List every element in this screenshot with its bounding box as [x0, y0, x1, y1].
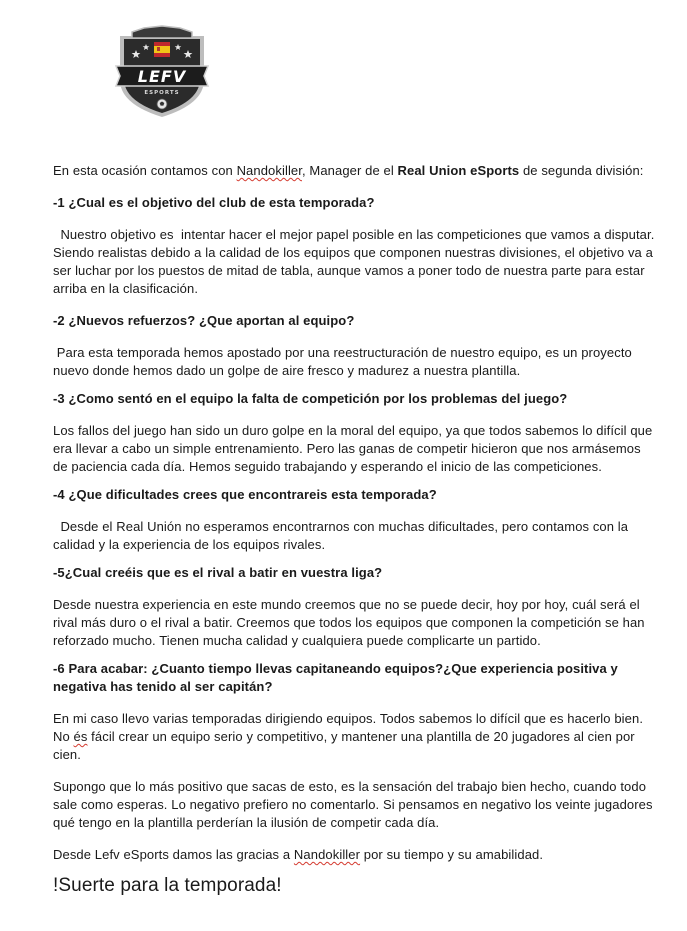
interview-article: [53, 162, 659, 898]
shield-crest-icon: [112, 24, 212, 119]
answer-2: Para esta temporada hemos apostado por una reestructuración de nuestro equipo, es un proyecto nuevo donde hemos dado un golpe de aire fresco y madurez a nuestra plantilla.: [53, 345, 636, 378]
answer-6-text-start: En mi caso llevo varias temporadas dirigiendo equipos. Todos sabemos lo difícil que es hacerlo bien. No: [53, 711, 644, 744]
question-3: -3 ¿Como sentó en el equipo la falta de competición por los problemas del juego?: [53, 391, 568, 406]
answer-6-text-end: fácil crear un equipo serio y competitivo, y mantener una plantilla de 20 jugadores al cien por cien.: [53, 729, 635, 762]
answer-5: Desde nuestra experiencia en este mundo creemos que no se puede decir, hoy por hoy, cuál será el rival más duro o el rival a batir. Creemos que todos los equipos que componen la competición se han reforzado mucho. Tienen mucha calidad y cualquiera puede complicarte un partido.: [53, 597, 645, 648]
intro-paragraph: [53, 162, 659, 180]
question-4: -4 ¿Que dificultades crees que encontrareis esta temporada?: [53, 487, 437, 502]
answer-1: Nuestro objetivo es intentar hacer el mejor papel posible en las competiciones que vamos a disputar. Siendo realistas debido a la calidad de los equipos que componen nuestras divisiones, el objetivo va a ser luchar por los puestos de mitad de tabla, aunque vamos a poner todo de nuestra parte para estar arriba en la clasificación.: [53, 227, 659, 296]
answer-6-part-1: [53, 710, 659, 764]
thanks-text-end: por su tiempo y su amabilidad.: [360, 847, 544, 862]
team-name: Real Union eSports: [397, 163, 520, 178]
answer-4: Desde el Real Unión no esperamos encontrarnos con muchas dificultades, pero contamos con la calidad y la experiencia de los equipos rivales.: [53, 519, 632, 552]
intro-text-end: de segunda división:: [519, 163, 644, 178]
answer-3: Los fallos del juego han sido un duro golpe en la moral del equipo, ya que todos sabemos lo difícil que era llevar a cabo un simple entrenamiento. Pero las ganas de competir hicieron que nos armásemos de paciencia cada día. Hemos seguido trabajando y esperando el inicio de las competiciones.: [53, 423, 653, 474]
answer-6-part-2: Supongo que lo más positivo que sacas de esto, es la sensación del trabajo bien hecho, cuando todo sale como esperas. Lo negativo prefiero no comentarlo. Si pensamos en negativo los veinte jugadores qué tengo en la plantilla perderían la ilusión de competir cada día.: [53, 779, 653, 830]
answer-6-flagged-word: és: [73, 729, 88, 744]
question-5: -5¿Cual creéis que es el rival a batir en vuestra liga?: [53, 565, 383, 580]
intro-text-start: En esta ocasión contamos con: [53, 163, 237, 178]
question-6: -6 Para acabar: ¿Cuanto tiempo llevas capitaneando equipos?¿Que experiencia positiva y negativa has tenido al ser capitán?: [53, 661, 618, 694]
closing-line: !Suerte para la temporada!: [53, 875, 282, 896]
logo-text: LEFV: [137, 67, 187, 86]
logo-subtext: ESPORTS: [144, 90, 180, 96]
lefv-esports-logo: [112, 24, 212, 119]
interviewee-name: Nandokiller: [236, 163, 302, 178]
question-2: -2 ¿Nuevos refuerzos? ¿Que aportan al equipo?: [53, 313, 355, 328]
thanks-paragraph: [53, 846, 659, 864]
thanks-name: Nandokiller: [293, 847, 361, 862]
thanks-text-start: Desde Lefv eSports damos las gracias a: [53, 847, 294, 862]
intro-text-middle: , Manager de el: [301, 163, 398, 178]
question-1: -1 ¿Cual es el objetivo del club de esta temporada?: [53, 195, 375, 210]
